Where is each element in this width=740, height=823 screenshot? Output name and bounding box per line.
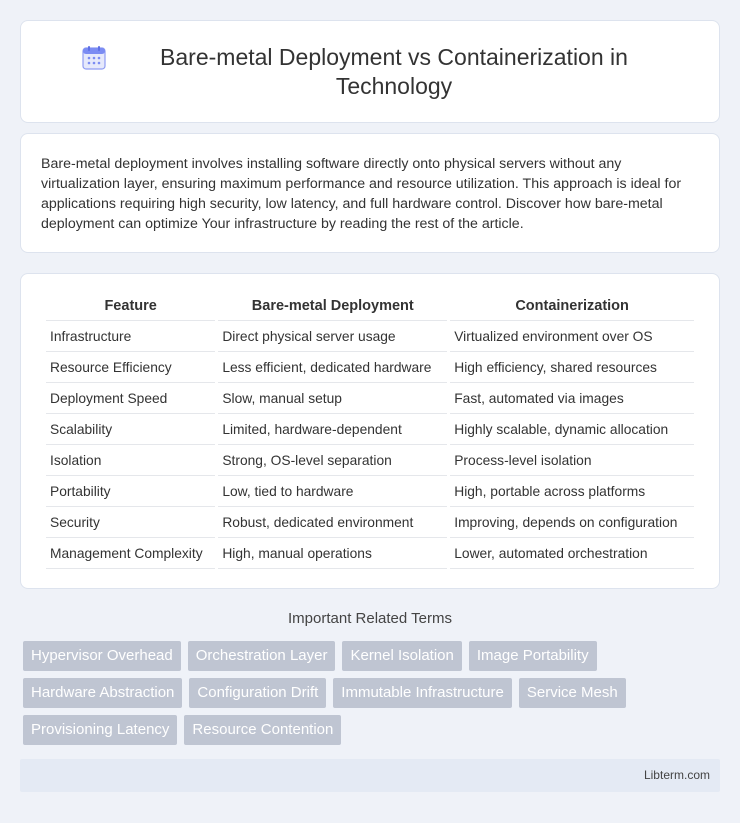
header-card — [20, 20, 720, 123]
tag-provisioning-latency[interactable]: Provisioning Latency — [23, 715, 177, 745]
table-cell: Less efficient, dedicated hardware — [218, 352, 447, 383]
table-cell: Improving, depends on configuration — [450, 507, 694, 538]
page-title: Bare-metal Deployment vs Containerization in Technology — [160, 43, 628, 99]
table-cell: High efficiency, shared resources — [450, 352, 694, 383]
table-cell: Fast, automated via images — [450, 383, 694, 414]
table-row — [46, 476, 694, 507]
table-cell: Security — [46, 507, 215, 538]
related-terms-tags — [23, 641, 723, 745]
tag-hypervisor-overhead[interactable]: Hypervisor Overhead — [23, 641, 181, 671]
column-header-containerization: Containerization — [450, 292, 694, 321]
tag-service-mesh[interactable]: Service Mesh — [519, 678, 626, 708]
table-row — [46, 538, 694, 569]
table-cell: Management Complexity — [46, 538, 215, 569]
intro-card — [20, 133, 720, 253]
table-cell: Robust, dedicated environment — [218, 507, 447, 538]
table-cell: Deployment Speed — [46, 383, 215, 414]
table-cell: Portability — [46, 476, 215, 507]
table-row — [46, 507, 694, 538]
tag-resource-contention[interactable]: Resource Contention — [184, 715, 341, 745]
table-row — [46, 352, 694, 383]
table-cell: Infrastructure — [46, 321, 215, 352]
table-cell: Highly scalable, dynamic allocation — [450, 414, 694, 445]
table-row — [46, 321, 694, 352]
table-cell: Low, tied to hardware — [218, 476, 447, 507]
tag-hardware-abstraction[interactable]: Hardware Abstraction — [23, 678, 182, 708]
intro-text: Bare-metal deployment involves installing software directly onto physical servers without any virtualization layer, ensuring maximum performance and resource utilization. This approach is ideal for applications requiring high security, low latency, and full hardware control. Discover how bare-metal deployment can optimize Your infrastructure by reading the rest of the article. — [41, 156, 682, 232]
tag-image-portability[interactable]: Image Portability — [469, 641, 597, 671]
table-header-row — [46, 292, 694, 321]
table-cell: Direct physical server usage — [218, 321, 447, 352]
tag-configuration-drift[interactable]: Configuration Drift — [189, 678, 326, 708]
column-header-bare-metal: Bare-metal Deployment — [218, 292, 447, 321]
table-cell: Slow, manual setup — [218, 383, 447, 414]
footer-site-link[interactable]: Libterm.com — [643, 768, 710, 782]
table-row — [46, 445, 694, 476]
comparison-table — [43, 292, 697, 569]
comparison-table-card — [20, 273, 720, 589]
related-terms-heading: Important Related Terms — [288, 610, 452, 627]
table-cell: High, portable across platforms — [450, 476, 694, 507]
table-cell: Isolation — [46, 445, 215, 476]
tag-kernel-isolation[interactable]: Kernel Isolation — [342, 641, 461, 671]
table-cell: Scalability — [46, 414, 215, 445]
calendar-icon — [81, 45, 107, 71]
tag-orchestration-layer[interactable]: Orchestration Layer — [188, 641, 336, 671]
table-row — [46, 414, 694, 445]
table-cell: Resource Efficiency — [46, 352, 215, 383]
column-header-feature: Feature — [46, 292, 215, 321]
footer — [20, 759, 720, 792]
table-cell: Process-level isolation — [450, 445, 694, 476]
table-row — [46, 383, 694, 414]
table-cell: High, manual operations — [218, 538, 447, 569]
table-cell: Lower, automated orchestration — [450, 538, 694, 569]
table-cell: Virtualized environment over OS — [450, 321, 694, 352]
table-cell: Limited, hardware-dependent — [218, 414, 447, 445]
tag-immutable-infrastructure[interactable]: Immutable Infrastructure — [333, 678, 512, 708]
table-cell: Strong, OS-level separation — [218, 445, 447, 476]
